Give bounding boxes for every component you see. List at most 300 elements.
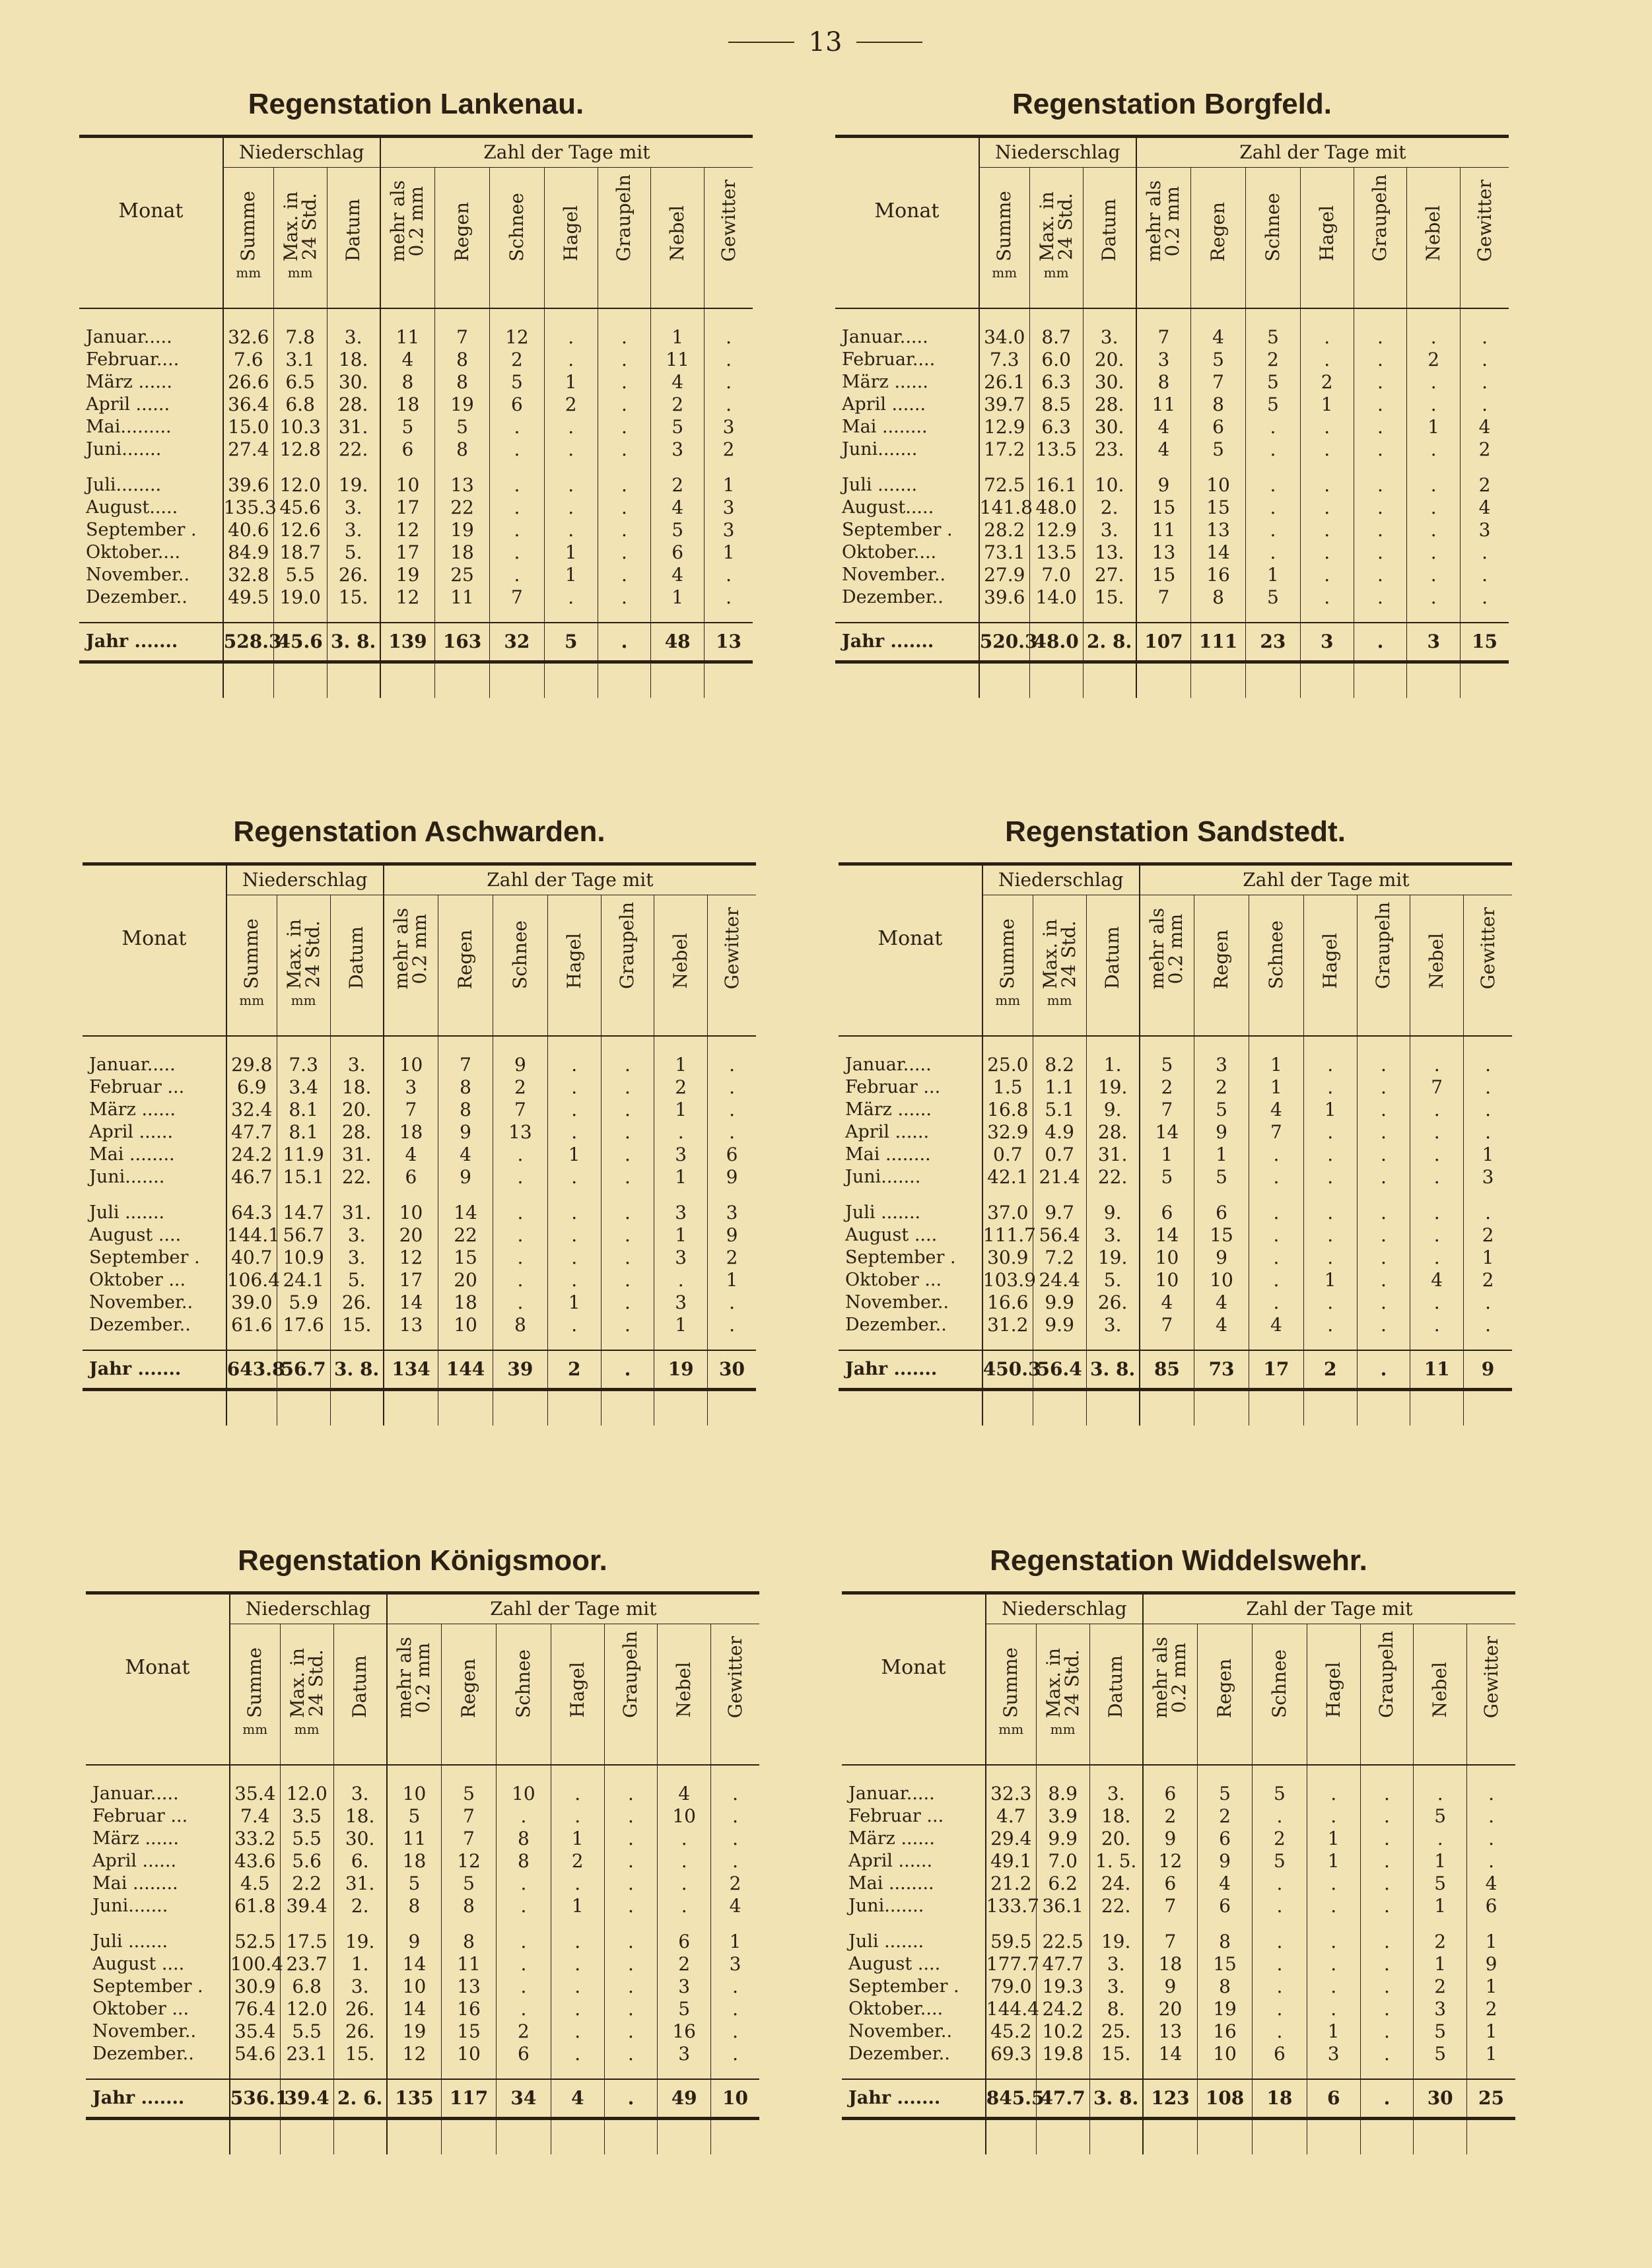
- month-value: 3: [1307, 2043, 1360, 2065]
- empty-cell: [598, 662, 651, 698]
- header-rule-cell: [1414, 1740, 1467, 1765]
- month-value: 3.1: [273, 349, 327, 371]
- month-value: .: [1410, 1099, 1464, 1121]
- header-nebel-label: Nebel: [1422, 205, 1445, 261]
- tail-row: [79, 662, 753, 698]
- spacer-row: [839, 1036, 1512, 1054]
- month-row: [79, 371, 753, 394]
- month-value: 9: [438, 1166, 493, 1188]
- month-value: 6: [1485, 1895, 1497, 1917]
- station-aschwarden: [83, 802, 756, 1426]
- month-value: .: [732, 1998, 738, 2020]
- month-value: 6: [1252, 2043, 1307, 2065]
- month-value: .: [601, 1224, 654, 1247]
- year-value: 123: [1143, 2079, 1198, 2119]
- month-value: 5: [1191, 349, 1246, 371]
- header-regen: [435, 168, 490, 284]
- month-value: 19.3: [1036, 1976, 1089, 1998]
- year-value: 45.6: [273, 623, 327, 662]
- month-value: 111.7: [982, 1224, 1036, 1247]
- header-hagel-label: Hagel: [563, 933, 585, 989]
- header-nebel-label: Nebel: [1429, 1662, 1451, 1718]
- spacer-row: [842, 2065, 1515, 2079]
- month-value: 6: [651, 541, 705, 564]
- month-value: .: [1354, 474, 1407, 497]
- empty-cell: [226, 1389, 277, 1426]
- month-value: 18: [387, 1850, 442, 1873]
- header-graupeln-unit: [1358, 993, 1410, 1010]
- header-zahl-der-tage: Zahl der Tage mit: [384, 864, 756, 895]
- empty-cell: [280, 1917, 333, 1931]
- month-value: 12: [387, 2043, 442, 2065]
- empty-cell: [1249, 1188, 1303, 1202]
- month-name: Januar.....: [79, 326, 223, 349]
- month-value: 5: [1245, 586, 1300, 609]
- month-value: 15: [1136, 564, 1191, 586]
- month-value: 18: [384, 1121, 438, 1144]
- month-name: September .: [839, 1247, 982, 1269]
- month-value: 7: [435, 326, 490, 349]
- month-value: .: [1407, 564, 1461, 586]
- empty-cell: [489, 609, 544, 623]
- empty-cell: [1461, 308, 1509, 326]
- header-datum-unit: [1084, 265, 1136, 283]
- month-value: .: [1307, 1895, 1360, 1917]
- header-rule-cell: [1354, 284, 1407, 308]
- year-value: 10: [711, 2079, 759, 2119]
- year-total-row: [79, 623, 753, 662]
- empty-cell: [604, 1917, 658, 1931]
- month-value: 8.1: [277, 1099, 330, 1121]
- month-value: .: [544, 497, 598, 519]
- rainfall-table: [83, 862, 756, 1426]
- month-value: 64.3: [226, 1202, 277, 1224]
- month-row: [842, 1976, 1515, 1998]
- month-value: 2: [1140, 1076, 1194, 1099]
- month-row: [835, 541, 1509, 564]
- header-summe: [979, 168, 1029, 284]
- month-value: .: [1357, 1166, 1410, 1188]
- month-value: 1: [722, 474, 735, 497]
- month-value: .: [496, 1953, 551, 1976]
- month-name: April ......: [842, 1850, 986, 1873]
- month-value: 3: [1482, 1166, 1494, 1188]
- month-value: 1.5: [982, 1076, 1033, 1099]
- month-row: [83, 1121, 756, 1144]
- month-value: .: [1410, 1224, 1464, 1247]
- month-value: .: [1252, 1873, 1307, 1895]
- month-value: 3: [1478, 519, 1491, 541]
- month-value: .: [1485, 1314, 1491, 1336]
- month-value: .: [658, 1895, 711, 1917]
- month-value: 30.: [327, 371, 380, 394]
- month-value: .: [547, 1314, 601, 1336]
- header-mehr-als-label: mehr als 0.2 mm: [1146, 907, 1187, 989]
- month-row: [83, 1247, 756, 1269]
- year-total-row: [842, 2079, 1515, 2119]
- month-name: April ......: [835, 394, 979, 416]
- month-value: 27.: [1083, 564, 1136, 586]
- empty-cell: [277, 1036, 330, 1054]
- empty-cell: [982, 1389, 1033, 1426]
- header-rule-cell: [1307, 1740, 1360, 1765]
- month-value: 3.: [327, 519, 380, 541]
- month-value: 84.9: [223, 541, 273, 564]
- month-value: 1: [1414, 1895, 1467, 1917]
- empty-cell: [1083, 662, 1136, 698]
- year-value: 111: [1191, 623, 1246, 662]
- month-value: 5: [1414, 2043, 1467, 2065]
- empty-cell: [1033, 1389, 1086, 1426]
- empty-cell: [711, 1765, 759, 1783]
- header-hagel-unit: [1307, 1722, 1360, 1739]
- header-nebel-unit: [1407, 265, 1460, 283]
- month-value: 7: [1143, 1931, 1198, 1953]
- month-value: .: [732, 1850, 738, 1873]
- header-rule-cell: [1029, 284, 1083, 308]
- month-value: .: [1485, 1202, 1491, 1224]
- month-value: .: [1360, 1873, 1414, 1895]
- month-value: 5: [1245, 394, 1300, 416]
- month-row: [839, 1314, 1512, 1336]
- year-total-row: [839, 1350, 1512, 1390]
- month-row: [835, 349, 1509, 371]
- month-value: 3: [722, 519, 735, 541]
- year-value: 643.8: [226, 1350, 277, 1390]
- month-value: 16: [442, 1998, 497, 2020]
- month-value: 31.: [333, 1873, 387, 1895]
- month-value: 30.: [333, 1828, 387, 1850]
- empty-cell: [1414, 2065, 1467, 2079]
- empty-cell: [658, 1917, 711, 1931]
- month-value: 1: [551, 1828, 604, 1850]
- month-row: [83, 1144, 756, 1166]
- month-value: 3.5: [280, 1805, 333, 1828]
- month-value: 19.8: [1036, 2043, 1089, 2065]
- header-rule-row: [83, 1012, 756, 1036]
- empty-cell: [654, 1389, 708, 1426]
- year-value: 4: [551, 2079, 604, 2119]
- month-name: Mai ........: [83, 1144, 226, 1166]
- header-summe-unit: mm: [992, 264, 1017, 281]
- month-value: 5: [1414, 2020, 1467, 2043]
- spacer-row: [835, 308, 1509, 326]
- header-nebel-unit: [654, 993, 707, 1010]
- empty-cell: [1307, 2118, 1360, 2154]
- header-rule-cell: [601, 1012, 654, 1036]
- empty-cell: [1143, 2065, 1198, 2079]
- empty-cell: [1036, 1765, 1089, 1783]
- header-gewitter-label: Gewitter: [1476, 907, 1499, 989]
- month-value: .: [489, 438, 544, 461]
- header-rule-cell: [598, 284, 651, 308]
- header-datum-unit: [1090, 1722, 1142, 1739]
- month-value: 10: [1194, 1269, 1249, 1291]
- empty-cell: [387, 2065, 442, 2079]
- header-graupeln-label: Graupeln: [613, 174, 635, 261]
- month-value: 15.: [1083, 586, 1136, 609]
- empty-cell: [601, 1036, 654, 1054]
- month-value: 4.5: [230, 1873, 280, 1895]
- month-value: .: [1300, 474, 1354, 497]
- header-summe-unit: mm: [995, 992, 1021, 1008]
- month-value: 7: [1136, 326, 1191, 349]
- month-value: 16.6: [982, 1291, 1033, 1314]
- empty-cell: [835, 662, 979, 698]
- month-value: .: [496, 1931, 551, 1953]
- month-value: 12.0: [280, 1998, 333, 2020]
- header-datum-label: Datum: [345, 926, 368, 989]
- month-name: Februar ...: [83, 1076, 226, 1099]
- month-value: .: [1357, 1269, 1410, 1291]
- month-value: .: [604, 1850, 658, 1873]
- year-value: .: [601, 1350, 654, 1390]
- month-value: 2: [1478, 438, 1491, 461]
- empty-cell: [1086, 1188, 1140, 1202]
- header-hagel: [547, 895, 601, 1012]
- month-value: .: [1488, 1828, 1494, 1850]
- header-graupeln-unit: [602, 993, 654, 1010]
- header-max-24-std: [277, 895, 330, 1012]
- empty-cell: [493, 1188, 547, 1202]
- month-value: .: [601, 1247, 654, 1269]
- header-summe-label: Summe: [1000, 1647, 1022, 1718]
- month-value: .: [729, 1121, 735, 1144]
- header-nebel-label: Nebel: [1426, 933, 1448, 989]
- header-nebel-unit: [651, 265, 704, 283]
- year-label: Jahr .......: [86, 2079, 230, 2119]
- month-value: 8: [435, 371, 490, 394]
- month-value: 5.9: [277, 1291, 330, 1314]
- empty-cell: [438, 1336, 493, 1350]
- month-value: .: [489, 474, 544, 497]
- empty-cell: [982, 1188, 1033, 1202]
- month-value: 5: [489, 371, 544, 394]
- month-value: 21.4: [1033, 1166, 1086, 1188]
- month-value: .: [732, 2043, 738, 2065]
- month-value: .: [1357, 1247, 1410, 1269]
- month-value: 25.: [1089, 2020, 1143, 2043]
- month-value: 13: [493, 1121, 547, 1144]
- month-value: .: [493, 1144, 547, 1166]
- header-rule-cell: [1198, 1740, 1253, 1765]
- header-summe: [230, 1624, 280, 1740]
- header-mehr-als-label: mehr als 0.2 mm: [1143, 180, 1184, 261]
- header-datum-label: Datum: [1098, 198, 1120, 261]
- month-value: 17.2: [979, 438, 1029, 461]
- empty-cell: [333, 2065, 387, 2079]
- year-value: 108: [1198, 2079, 1253, 2119]
- month-value: .: [1482, 541, 1488, 564]
- month-value: 45.6: [273, 497, 327, 519]
- month-name: Januar.....: [842, 1783, 986, 1805]
- month-value: .: [598, 586, 651, 609]
- empty-cell: [598, 609, 651, 623]
- month-value: .: [1245, 519, 1300, 541]
- header-nebel: [1407, 168, 1461, 284]
- year-value: 11: [1410, 1350, 1464, 1390]
- month-value: 4: [658, 1783, 711, 1805]
- empty-cell: [330, 1036, 384, 1054]
- month-value: 8: [438, 1099, 493, 1121]
- month-value: 32.8: [223, 564, 273, 586]
- empty-cell: [1143, 1917, 1198, 1931]
- month-value: .: [1252, 1895, 1307, 1917]
- header-rule-row: [839, 1012, 1512, 1036]
- header-summe-unit: mm: [998, 1721, 1024, 1737]
- month-value: 16: [1191, 564, 1246, 586]
- month-value: 1: [1194, 1144, 1249, 1166]
- year-value: 3: [1407, 623, 1461, 662]
- header-schnee-unit: [490, 265, 544, 283]
- month-row: [839, 1054, 1512, 1076]
- empty-cell: [1086, 1389, 1140, 1426]
- month-value: .: [604, 1783, 658, 1805]
- header-hagel: [1307, 1624, 1360, 1740]
- year-value: 3: [1300, 623, 1354, 662]
- month-value: 8: [496, 1828, 551, 1850]
- month-value: 22.: [1089, 1895, 1143, 1917]
- empty-cell: [1360, 2118, 1414, 2154]
- month-name: Februar ...: [839, 1076, 982, 1099]
- month-value: 5: [1252, 1783, 1307, 1805]
- empty-cell: [705, 609, 753, 623]
- month-value: .: [1252, 1953, 1307, 1976]
- month-value: 19.: [327, 474, 380, 497]
- month-value: 13: [1136, 541, 1191, 564]
- month-value: 5: [435, 416, 490, 438]
- year-value: 47.7: [1036, 2079, 1089, 2119]
- empty-cell: [1245, 662, 1300, 698]
- month-value: 3: [654, 1247, 708, 1269]
- month-name: Dezember..: [86, 2043, 230, 2065]
- month-value: .: [1410, 1291, 1464, 1314]
- empty-cell: [1089, 2065, 1143, 2079]
- header-max-24-std-unit: mm: [287, 264, 313, 281]
- month-value: 7: [1136, 586, 1191, 609]
- header-zahl-der-tage: Zahl der Tage mit: [1140, 864, 1512, 895]
- month-value: .: [1354, 326, 1407, 349]
- header-hagel-unit: [1304, 993, 1357, 1010]
- month-value: .: [1303, 1224, 1357, 1247]
- empty-cell: [226, 1336, 277, 1350]
- month-value: 3: [654, 1202, 708, 1224]
- empty-cell: [1029, 609, 1083, 623]
- month-value: 31.: [330, 1144, 384, 1166]
- header-regen: [442, 1624, 497, 1740]
- month-value: .: [1303, 1247, 1357, 1269]
- month-name: September .: [83, 1247, 226, 1269]
- month-value: 12.9: [1029, 519, 1083, 541]
- year-label: Jahr .......: [83, 1350, 226, 1390]
- month-value: .: [1357, 1144, 1410, 1166]
- month-value: 1: [1482, 1247, 1494, 1269]
- month-value: 32.3: [986, 1783, 1036, 1805]
- header-rule-cell: [1300, 284, 1354, 308]
- page-number: [706, 24, 944, 61]
- month-value: .: [1482, 394, 1488, 416]
- month-value: 2: [651, 394, 705, 416]
- month-value: .: [1300, 519, 1354, 541]
- header-schnee: [493, 895, 547, 1012]
- month-value: 2: [1194, 1076, 1249, 1099]
- month-value: 2: [722, 438, 735, 461]
- month-value: 26.: [330, 1291, 384, 1314]
- empty-cell: [1300, 461, 1354, 474]
- month-row: [83, 1076, 756, 1099]
- month-value: .: [1354, 497, 1407, 519]
- month-value: 1: [1414, 1850, 1467, 1873]
- month-value: 1: [1407, 416, 1461, 438]
- month-value: 18.: [330, 1076, 384, 1099]
- month-value: .: [1249, 1202, 1303, 1224]
- month-value: 24.4: [1033, 1269, 1086, 1291]
- month-value: 10: [442, 2043, 497, 2065]
- month-row: [79, 416, 753, 438]
- month-value: 0.7: [982, 1144, 1033, 1166]
- empty-cell: [601, 1336, 654, 1350]
- month-value: 5: [442, 1783, 497, 1805]
- header-rule-cell: [280, 1740, 333, 1765]
- month-value: 61.6: [226, 1314, 277, 1336]
- empty-cell: [496, 1917, 551, 1931]
- month-name: Juli........: [79, 474, 223, 497]
- month-value: 1: [654, 1224, 708, 1247]
- month-value: 144.4: [986, 1998, 1039, 2020]
- empty-cell: [654, 1188, 708, 1202]
- month-value: 5: [1252, 1850, 1307, 1873]
- month-value: 19.: [1086, 1076, 1140, 1099]
- empty-cell: [1414, 1765, 1467, 1783]
- month-value: .: [729, 1076, 735, 1099]
- month-value: .: [658, 1850, 711, 1873]
- month-value: 5: [1140, 1166, 1194, 1188]
- empty-cell: [1029, 662, 1083, 698]
- month-value: 6: [384, 1166, 438, 1188]
- month-value: 31.2: [982, 1314, 1033, 1336]
- header-mehr-als: [1136, 168, 1191, 284]
- month-name: Mai ........: [842, 1873, 986, 1895]
- month-row: [86, 1828, 759, 1850]
- empty-cell: [83, 1188, 226, 1202]
- header-rule-cell: [1143, 1740, 1198, 1765]
- header-monat: Monat: [839, 864, 982, 1012]
- month-value: .: [1360, 1828, 1414, 1850]
- header-rule-cell: [551, 1740, 604, 1765]
- header-rule-cell: [1036, 1740, 1089, 1765]
- month-value: 2: [1245, 349, 1300, 371]
- month-value: 8: [438, 1076, 493, 1099]
- header-niederschlag: Niederschlag: [226, 864, 384, 895]
- month-value: 23.7: [280, 1953, 333, 1976]
- month-value: 10.2: [1036, 2020, 1089, 2043]
- header-hagel-label: Hagel: [1315, 205, 1338, 261]
- header-summe-label: Summe: [244, 1647, 266, 1718]
- month-value: 1: [547, 1144, 601, 1166]
- month-name: November..: [86, 2020, 230, 2043]
- month-row: [842, 1953, 1515, 1976]
- month-value: 12: [384, 1247, 438, 1269]
- month-value: .: [547, 1121, 601, 1144]
- month-value: .: [1414, 1828, 1467, 1850]
- month-value: 9: [1136, 474, 1191, 497]
- empty-cell: [387, 2118, 442, 2154]
- month-value: 10: [387, 1976, 442, 1998]
- month-value: .: [1303, 1076, 1357, 1099]
- empty-cell: [384, 1336, 438, 1350]
- month-value: .: [1485, 1054, 1491, 1076]
- month-value: 15.0: [223, 416, 273, 438]
